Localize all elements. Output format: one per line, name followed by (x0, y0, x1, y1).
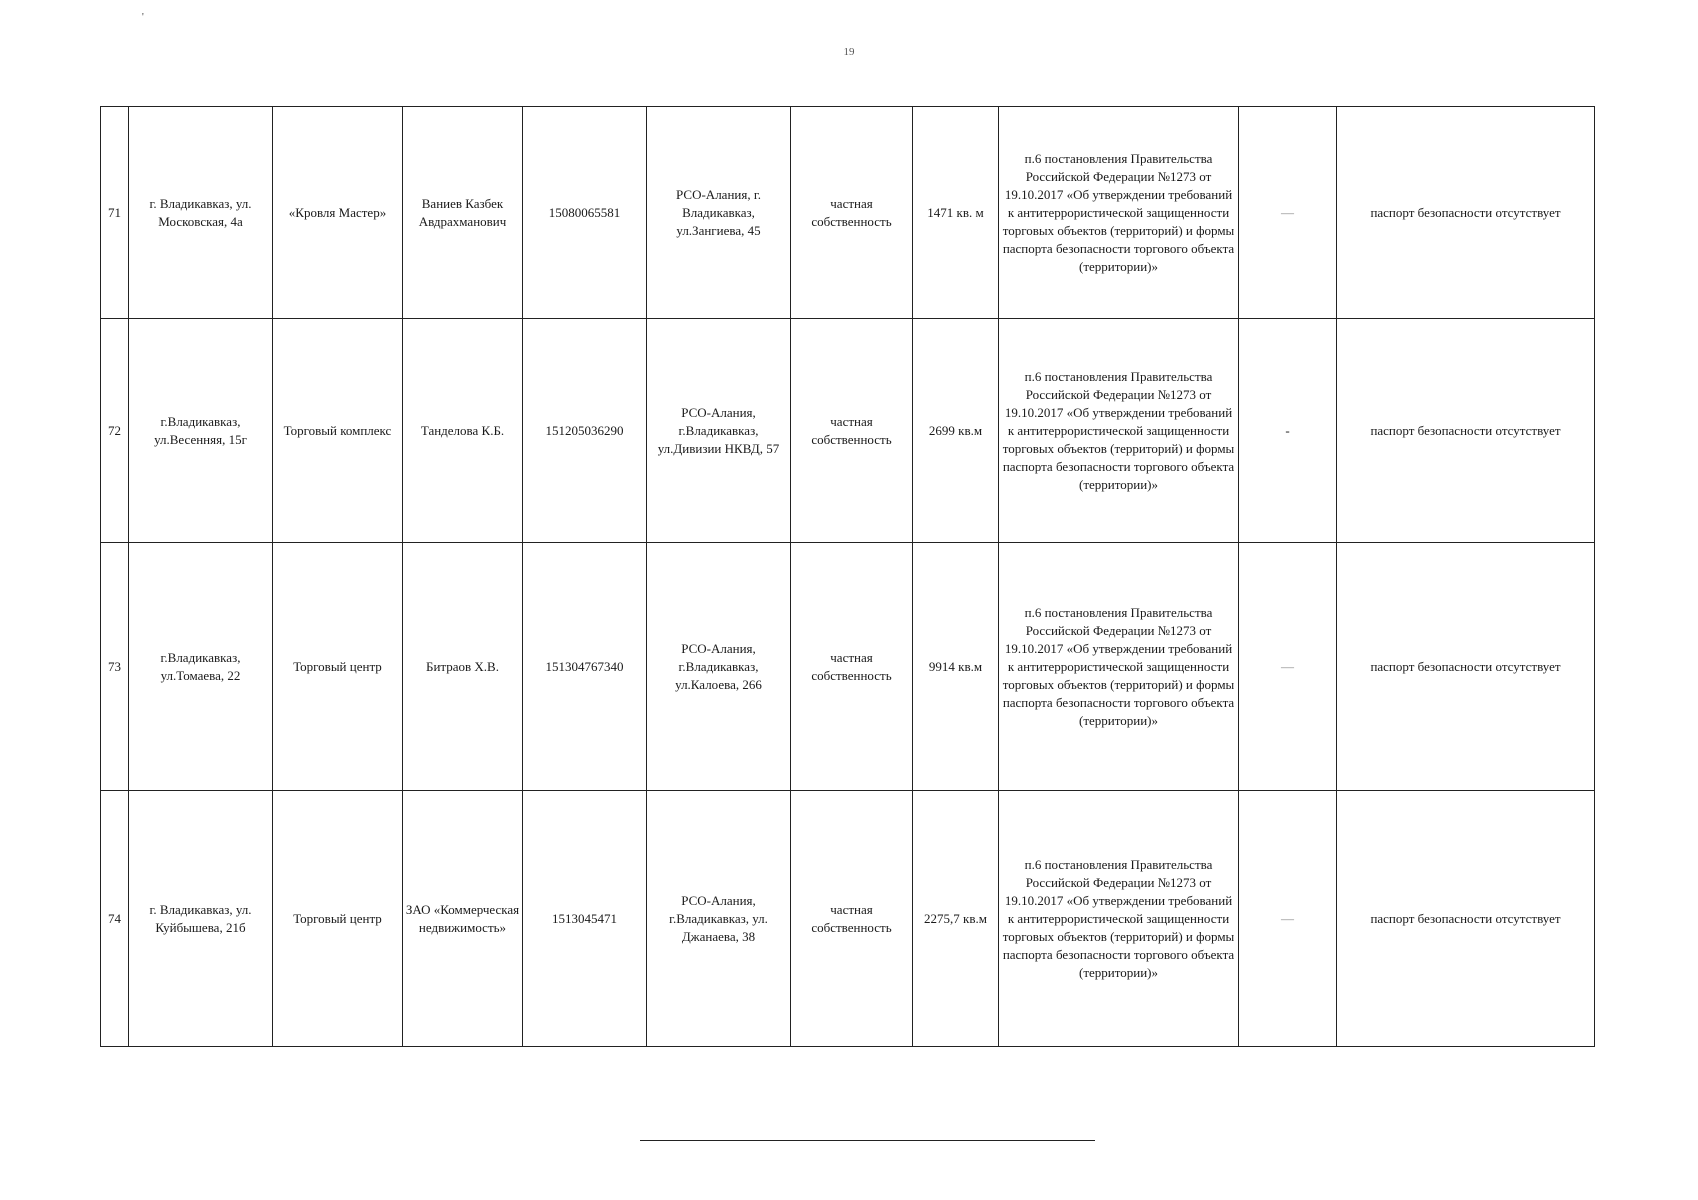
legal-basis: п.6 постановления Правительства Российской Федерации №1273 от 19.10.2017 «Об утверждении требований к антитеррористической защищенности торговых объектов (территорий) и формы паспорта безопасности торгового объекта (территории)» (999, 791, 1239, 1047)
bottom-rule (640, 1140, 1095, 1141)
legal-basis: п.6 постановления Правительства Российской Федерации №1273 от 19.10.2017 «Об утверждении требований к антитеррористической защищенности торговых объектов (территорий) и формы паспорта безопасности торгового объекта (территории)» (999, 543, 1239, 791)
table-row (101, 543, 1595, 791)
table-row (101, 107, 1595, 319)
table-row (101, 791, 1595, 1047)
row-number: 71 (101, 107, 129, 319)
passport-status: паспорт безопасности отсутствует (1337, 791, 1595, 1047)
owner-inn: 151205036290 (523, 319, 647, 543)
row-number: 72 (101, 319, 129, 543)
passport-status: паспорт безопасности отсутствует (1337, 543, 1595, 791)
object-address: г. Владикавказ, ул. Куйбышева, 21б (129, 791, 273, 1047)
object-address: г.Владикавказ, ул.Томаева, 22 (129, 543, 273, 791)
ownership-type: частная собственность (791, 319, 913, 543)
owner-name: Ваниев Казбек Авдрахманович (403, 107, 523, 319)
page-number: 19 (843, 46, 855, 58)
category-mark: — (1239, 791, 1337, 1047)
object-area: 1471 кв. м (913, 107, 999, 319)
passport-status: паспорт безопасности отсутствует (1337, 319, 1595, 543)
row-number: 74 (101, 791, 129, 1047)
category-mark: - (1239, 319, 1337, 543)
owner-inn: 151304767340 (523, 543, 647, 791)
owner-address: РСО-Алания, г. Владикавказ, ул.Зангиева, 45 (647, 107, 791, 319)
object-area: 9914 кв.м (913, 543, 999, 791)
passport-status: паспорт безопасности отсутствует (1337, 107, 1595, 319)
ownership-type: частная собственность (791, 543, 913, 791)
object-name: Торговый комплекс (273, 319, 403, 543)
owner-inn: 1513045471 (523, 791, 647, 1047)
object-name: Торговый центр (273, 543, 403, 791)
table-row (101, 319, 1595, 543)
object-name: «Кровля Мастер» (273, 107, 403, 319)
object-area: 2699 кв.м (913, 319, 999, 543)
object-address: г. Владикавказ, ул. Московская, 4а (129, 107, 273, 319)
owner-name: ЗАО «Коммерческая недвижимость» (403, 791, 523, 1047)
category-mark: — (1239, 107, 1337, 319)
owner-address: РСО-Алания, г.Владикавказ, ул.Дивизии НКВД, 57 (647, 319, 791, 543)
object-name: Торговый центр (273, 791, 403, 1047)
category-mark: — (1239, 543, 1337, 791)
legal-basis: п.6 постановления Правительства Российской Федерации №1273 от 19.10.2017 «Об утверждении требований к антитеррористической защищенности торговых объектов (территорий) и формы паспорта безопасности торгового объекта (территории)» (999, 107, 1239, 319)
row-number: 73 (101, 543, 129, 791)
object-area: 2275,7 кв.м (913, 791, 999, 1047)
ownership-type: частная собственность (791, 791, 913, 1047)
owner-inn: 15080065581 (523, 107, 647, 319)
owner-name: Танделова К.Б. (403, 319, 523, 543)
scan-mark: ' (142, 12, 144, 23)
owner-address: РСО-Алания, г.Владикавказ, ул. Джанаева, 38 (647, 791, 791, 1047)
ownership-type: частная собственность (791, 107, 913, 319)
owner-name: Битраов Х.В. (403, 543, 523, 791)
object-address: г.Владикавказ, ул.Весенняя, 15г (129, 319, 273, 543)
owner-address: РСО-Алания, г.Владикавказ, ул.Калоева, 266 (647, 543, 791, 791)
legal-basis: п.6 постановления Правительства Российской Федерации №1273 от 19.10.2017 «Об утверждении требований к антитеррористической защищенности торговых объектов (территорий) и формы паспорта безопасности торгового объекта (территории)» (999, 319, 1239, 543)
registry-table (100, 106, 1595, 1047)
